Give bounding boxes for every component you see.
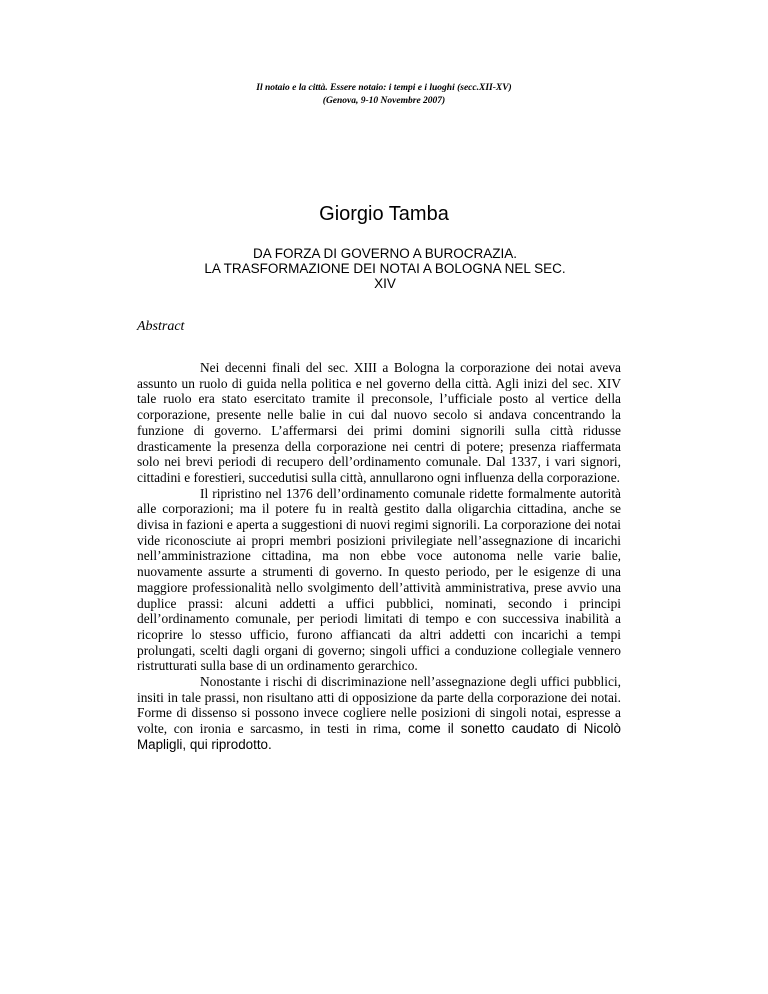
title-line-2: LA TRASFORMAZIONE DEI NOTAI A BOLOGNA NEL SEC.	[204, 261, 566, 276]
page-header	[0, 82, 768, 108]
title-line-1: DA FORZA DI GOVERNO A BUROCRAZIA.	[252, 246, 518, 261]
header-line-1: Il notaio e la città. Essere notaio: i tempi e i luoghi (secc.XII-XV)	[256, 83, 512, 93]
abstract-body	[137, 360, 621, 753]
paragraph-3-text: Nonostante i rischi di discriminazione nell’assegnazione degli uffici pubblici, insiti in tale prassi, non risultano atti di opposizione da parte della corporazione dei notai. Forme di dissenso si possono invece cogliere nelle posizioni di singoli notai, espresse a volte, con ironia e sarcasmo, in testi in rima,	[137, 674, 621, 737]
paragraph-3-tail: come il sonetto caudato di Nicolò Mapligli, qui riprodotto.	[137, 721, 621, 752]
paragraph-3	[137, 674, 621, 753]
paragraph-2: Il ripristino nel 1376 dell’ordinamento comunale ridette formalmente autorità alle corporazioni; ma il potere fu in realtà gestito dalla oligarchia cittadina, anche se divisa in fazioni e aperta a suggestioni di nuovi regimi signorili. La corporazione dei notai vide riconosciute ai propri membri posizioni privilegiate nell’assegnazione di incarichi nell’amministrazione cittadina, ma non ebbe voce autonoma nelle varie balie, nuovamente assurte a strumenti di governo. In questo periodo, per le esigenze di una maggiore professionalità nello svolgimento dell’attività amministrativa, prese avvio una duplice prassi: alcuni addetti a uffici pubblici, nominati, secondo i principi dell’ordinamento comunale, per periodi limitati di tempo e con successiva inabilità a ricoprire lo stesso ufficio, furono affiancati da altri addetti con incarichi a tempi prolungati, scelti dagli organi di governo; singoli uffici a conduzione collegiale vennero ristrutturati sulla base di un ordinamento gerarchico.	[137, 485, 621, 674]
header-line-2: (Genova, 9-10 Novembre 2007)	[322, 96, 446, 106]
title-line-3: XIV	[374, 276, 396, 291]
paragraph-1: Nei decenni finali del sec. XIII a Bologna la corporazione dei notai aveva assunto un ruolo di guida nella politica e nel governo della città. Agli inizi del sec. XIV tale ruolo era stato esercitato tramite il preconsole, l’ufficiale posto al vertice della corporazione, presente nelle balie in cui dal nuovo secolo si andava concentrando la funzione di governo. L’affermarsi dei primi domini signorili sulla città ridusse drasticamente la presenza della corporazione nei centri di potere; presenza riaffermata solo nei brevi periodi di recupero dell’ordinamento comunale. Dal 1337, i vari signori, cittadini e forestieri, succedutisi sulla città, annullarono ogni influenza della corporazione.	[137, 360, 621, 485]
paper-title	[150, 246, 620, 291]
abstract-heading: Abstract	[137, 319, 185, 334]
author-name: Giorgio Tamba	[319, 203, 449, 225]
